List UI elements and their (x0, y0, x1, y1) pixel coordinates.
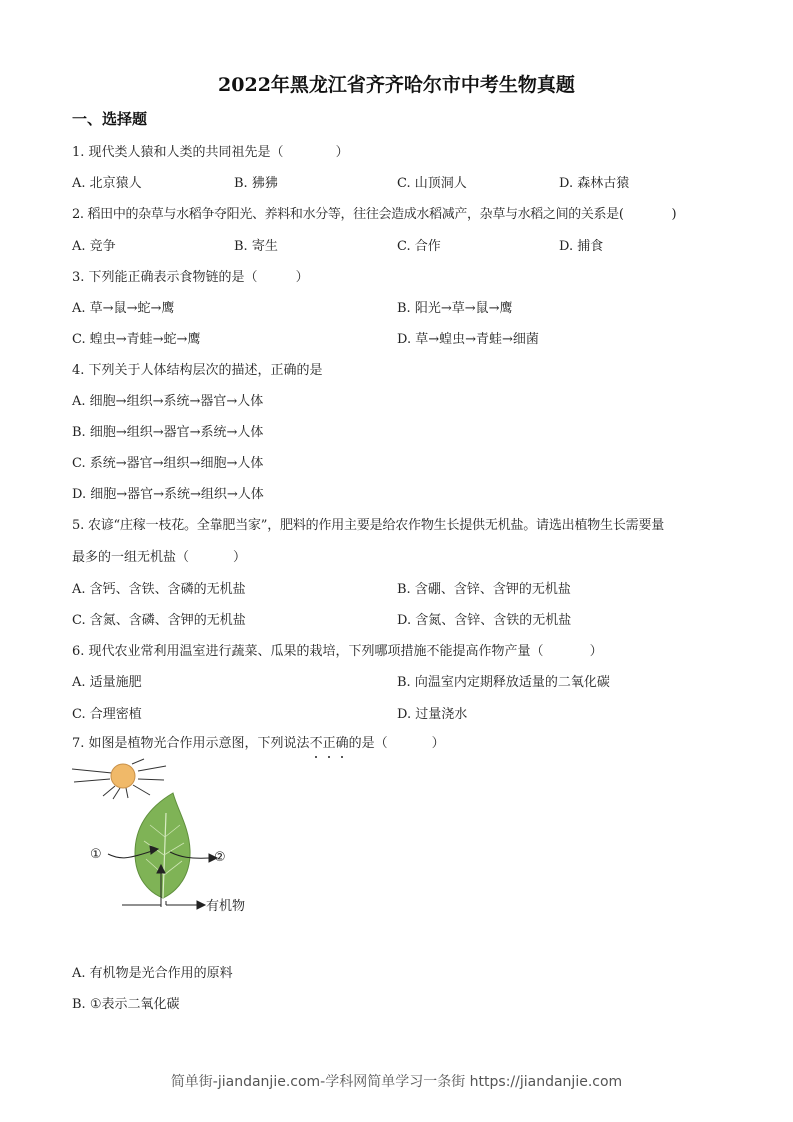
question-2-option-a: A. 竞争 (72, 239, 116, 254)
question-3-option-a: A. 草→鼠→蛇→鹰 (72, 301, 175, 316)
question-5-option-b: B. 含硼、含锌、含钾的无机盐 (397, 582, 571, 597)
question-4-option-b: B. 细胞→组织→器官→系统→人体 (72, 425, 264, 440)
leaf-icon (135, 793, 190, 898)
document-title: 2022年黑龙江省齐齐哈尔市中考生物真题 (218, 74, 575, 96)
question-5-option-a: A. 含钙、含铁、含磷的无机盐 (72, 582, 246, 597)
question-1-stem: 1. 现代类人猿和人类的共同祖先是（ ） (72, 145, 349, 160)
question-4-option-c: C. 系统→器官→组织→细胞→人体 (72, 456, 264, 471)
emphasis-dots: 不正确 (310, 736, 349, 751)
question-7-option-b: B. ①表示二氧化碳 (72, 997, 180, 1012)
photosynthesis-diagram (60, 755, 270, 925)
question-3-option-d: D. 草→蝗虫→青蛙→细菌 (397, 332, 539, 347)
question-2-stem: 2. 稻田中的杂草与水稻争夺阳光、养料和水分等，往往会造成水稻减产，杂草与水稻之间的关系是( ) (72, 207, 677, 222)
question-5-stem-line2: 最多的一组无机盐（ ） (72, 550, 247, 565)
photosynthesis-illustration (60, 755, 270, 925)
question-5-option-d: D. 含氮、含锌、含铁的无机盐 (397, 613, 572, 628)
sun-icon (72, 759, 166, 799)
question-7-option-a: A. 有机物是光合作用的原料 (72, 966, 233, 981)
question-6-option-d: D. 过量浇水 (397, 707, 468, 722)
question-6-option-c: C. 合理密植 (72, 707, 142, 722)
question-2-option-d: D. 捕食 (559, 239, 604, 254)
svg-text:①: ① (90, 847, 102, 862)
question-1-option-d: D. 森林古猿 (559, 176, 630, 191)
question-4-option-a: A. 细胞→组织→系统→器官→人体 (72, 394, 264, 409)
question-1-option-a: A. 北京猿人 (72, 176, 142, 191)
question-1-option-c: C. 山顶洞人 (397, 176, 467, 191)
question-5-option-c: C. 含氮、含磷、含钾的无机盐 (72, 613, 246, 628)
question-1-option-b: B. 狒狒 (234, 176, 278, 191)
question-2-option-c: C. 合作 (397, 239, 441, 254)
question-3-stem: 3. 下列能正确表示食物链的是（ ） (72, 270, 309, 285)
question-3-option-b: B. 阳光→草→鼠→鹰 (397, 301, 513, 316)
question-6-option-b: B. 向温室内定期释放适量的二氧化碳 (397, 675, 610, 690)
question-3-option-c: C. 蝗虫→青蛙→蛇→鹰 (72, 332, 201, 347)
question-4-stem: 4. 下列关于人体结构层次的描述，正确的是 (72, 363, 323, 378)
svg-text:②: ② (214, 850, 226, 865)
question-5-stem: 5. 农谚“庄稼一枝花。全靠肥当家”，肥料的作用主要是给农作物生长提供无机盐。请选出植物生长需要量 (72, 518, 665, 533)
footer-watermark: 简单街-jiandanjie.com-学科网简单学习一条街 https://jiandanjie.com (170, 1074, 623, 1090)
svg-text:有机物: 有机物 (206, 899, 246, 914)
question-2-option-b: B. 寄生 (234, 239, 278, 254)
question-6-stem: 6. 现代农业常利用温室进行蔬菜、瓜果的栽培，下列哪项措施不能提高作物产量（ ） (72, 644, 603, 659)
question-6-option-a: A. 适量施肥 (72, 675, 142, 690)
question-4-option-d: D. 细胞→器官→系统→组织→人体 (72, 487, 264, 502)
section-heading: 一、选择题 (72, 110, 148, 128)
question-7-stem: 7. 如图是植物光合作用示意图，下列说法不正确 的是（ ） (72, 732, 445, 751)
